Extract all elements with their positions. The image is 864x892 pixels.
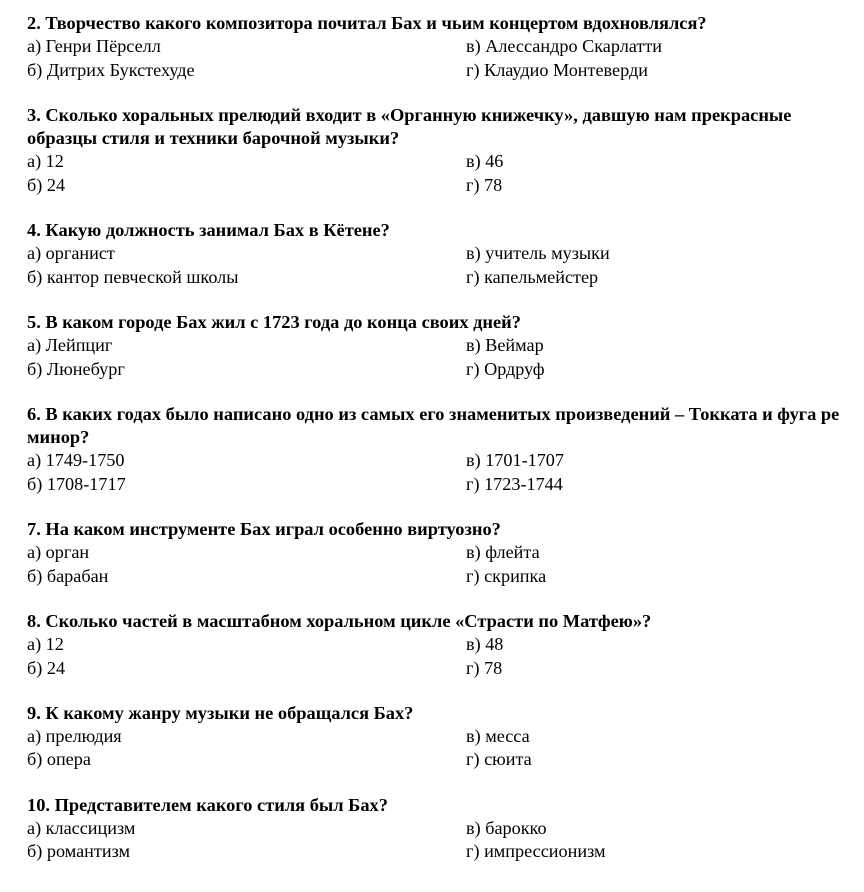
question-title: [27, 518, 857, 541]
question-title: [27, 794, 857, 817]
option-b: б) 24: [27, 657, 66, 678]
question-number: 6.: [27, 403, 41, 424]
option-b: б) 24: [27, 174, 66, 195]
option-a: а) органист: [27, 243, 115, 264]
option-a: а) классицизм: [27, 818, 136, 839]
question-10: [27, 794, 857, 864]
question-6: [27, 403, 857, 496]
question-text: На каком инструменте Бах играл особенно виртуозно?: [45, 519, 501, 540]
question-text: К какому жанру музыки не обращался Бах?: [45, 702, 414, 723]
option-a: а) прелюдия: [27, 726, 122, 747]
question-number: 4.: [27, 220, 41, 241]
option-a: а) Лейпциг: [27, 335, 113, 356]
question-text: Представителем какого стиля был Бах?: [54, 794, 388, 815]
question-title: [27, 311, 857, 334]
option-b: б) 1708-1717: [27, 473, 126, 494]
question-number: 8.: [27, 610, 41, 631]
question-text: Творчество какого композитора почитал Бах и чьим концертом вдохновлялся?: [45, 13, 707, 33]
question-3: [27, 104, 857, 197]
option-c: в) барокко: [466, 818, 547, 839]
option-c: в) месса: [466, 726, 530, 747]
question-title: [27, 219, 857, 242]
question-text: В каком городе Бах жил с 1723 года до конца своих дней?: [45, 311, 521, 332]
question-title: [27, 104, 857, 151]
option-b: б) романтизм: [27, 841, 131, 862]
option-d: г) 78: [466, 657, 503, 678]
answer-options: [27, 242, 857, 289]
question-text: Сколько хоральных прелюдий входит в «Органную книжечку», давшую нам прекрасные образцы стиля и техники барочной музыки?: [27, 104, 792, 149]
answer-options: [27, 35, 857, 82]
option-a: а) 12: [27, 634, 64, 655]
question-title: [27, 12, 857, 35]
question-number: 5.: [27, 311, 41, 332]
question-2: [27, 12, 857, 82]
option-c: в) учитель музыки: [466, 243, 610, 264]
question-5: [27, 311, 857, 381]
answer-options: [27, 541, 857, 588]
option-c: в) Алессандро Скарлатти: [466, 36, 663, 57]
option-d: г) Ордруф: [466, 358, 545, 379]
question-text: Сколько частей в масштабном хоральном цикле «Страсти по Матфею»?: [45, 610, 652, 631]
question-8: [27, 610, 857, 680]
option-c: в) Веймар: [466, 335, 544, 356]
option-b: б) опера: [27, 749, 91, 770]
question-text: Какую должность занимал Бах в Кётене?: [45, 220, 390, 241]
option-a: а) 1749-1750: [27, 450, 125, 471]
option-b: б) Люнебург: [27, 358, 125, 379]
option-c: в) 1701-1707: [466, 450, 564, 471]
question-number: 10.: [27, 794, 50, 815]
question-9: [27, 702, 857, 772]
quiz-page: [27, 12, 857, 864]
option-b: б) барабан: [27, 565, 109, 586]
question-title: [27, 702, 857, 725]
option-a: а) орган: [27, 542, 90, 563]
answer-options: [27, 449, 857, 496]
option-d: г) 78: [466, 174, 503, 195]
question-number: 7.: [27, 519, 41, 540]
question-title: [27, 610, 857, 633]
option-c: в) 46: [466, 151, 504, 172]
answer-options: [27, 817, 857, 864]
option-d: г) сюита: [466, 749, 532, 770]
question-4: [27, 219, 857, 289]
option-d: г) импрессионизм: [466, 841, 606, 862]
question-number: 3.: [27, 104, 41, 125]
question-number: 9.: [27, 702, 41, 723]
answer-options: [27, 725, 857, 772]
option-c: в) флейта: [466, 542, 540, 563]
option-d: г) скрипка: [466, 565, 547, 586]
option-d: г) 1723-1744: [466, 473, 563, 494]
question-title: [27, 403, 857, 450]
option-a: а) 12: [27, 151, 64, 172]
option-b: б) кантор певческой школы: [27, 266, 239, 287]
option-d: г) капельмейстер: [466, 266, 599, 287]
answer-options: [27, 334, 857, 381]
answer-options: [27, 633, 857, 680]
option-b: б) Дитрих Букстехуде: [27, 59, 195, 80]
question-7: [27, 518, 857, 588]
question-number: 2.: [27, 13, 41, 33]
option-d: г) Клаудио Монтеверди: [466, 59, 648, 80]
option-c: в) 48: [466, 634, 504, 655]
question-text: В каких годах было написано одно из самых его знаменитых произведений – Токката и фуга ре минор?: [27, 403, 840, 448]
option-a: а) Генри Пёрселл: [27, 36, 161, 57]
answer-options: [27, 150, 857, 197]
